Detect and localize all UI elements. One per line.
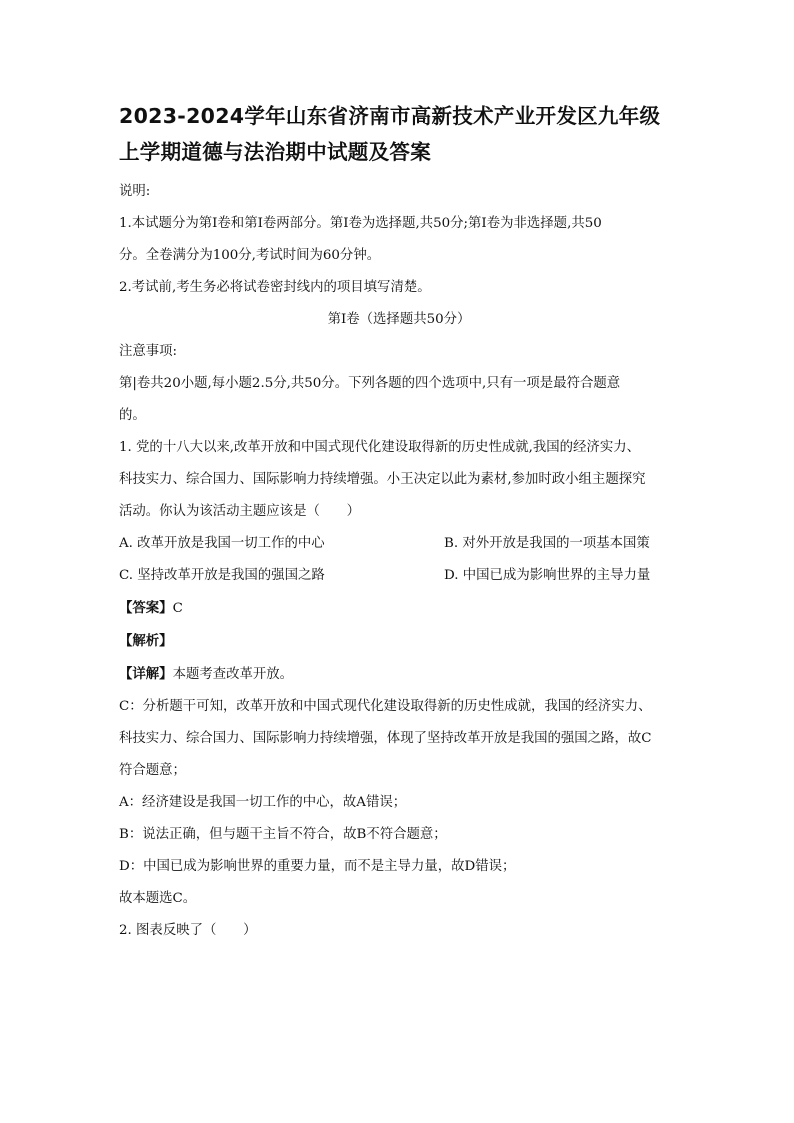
instruction-line-3: 2.考试前,考生务必将试卷密封线内的项目填写清楚。 (119, 280, 431, 295)
notice-heading: 注意事项: (119, 344, 178, 359)
intro-heading: 说明: (119, 184, 151, 199)
q1-explanation-line-7: 故本题选C。 (119, 891, 197, 906)
document-page (119, 98, 679, 947)
answer-value: C (172, 601, 183, 616)
detail-text: 本题考查改革开放。 (172, 667, 294, 682)
q1-detail (119, 658, 679, 691)
instruction-line-2: 分。全卷满分为100分,考试时间为60分钟。 (119, 248, 381, 263)
document-title: 2023-2024学年山东省济南市高新技术产业开发区九年级上学期道德与法治期中试题及答案 (119, 104, 661, 164)
section-heading: 第Ⅰ卷（选择题共50分） (327, 312, 471, 327)
q2-stem: 2. 图表反映了（ ） (119, 923, 257, 938)
q1-option-a: A. 改革开放是我国一切工作的中心 (119, 536, 325, 551)
instruction-line-1: 1.本试题分为第Ⅰ卷和第Ⅰ卷两部分。第Ⅰ卷为选择题,共50分;第Ⅰ卷为非选择题,共50 (119, 216, 602, 231)
q1-analysis (119, 625, 679, 658)
q1-explanation-line-1: C：分析题干可知，改革开放和中国式现代化建设取得新的历史性成就，我国的经济实力、 (119, 699, 652, 714)
q1-answer (119, 592, 679, 625)
q1-explanation-line-4: A：经济建设是我国一切工作的中心，故A错误； (119, 795, 407, 810)
q1-explanation-line-5: B：说法正确，但与题干主旨不符合，故B不符合题意； (119, 827, 447, 842)
q1-option-d: D. 中国已成为影响世界的主导力量 (444, 568, 651, 583)
q1-explanation-line-3: 符合题意； (119, 763, 186, 778)
q1-options-row-1 (119, 528, 679, 560)
q1-stem-line-2: 科技实力、综合国力、国际影响力持续增强。小王决定以此为素材,参加时政小组主题探究 (119, 472, 646, 487)
q1-explanation-line-2: 科技实力、综合国力、国际影响力持续增强，体现了坚持改革开放是我国的强国之路，故C (119, 731, 652, 746)
analysis-tag: 【解析】 (119, 633, 173, 649)
q1-options-row-2 (119, 560, 679, 592)
answer-tag: 【答案】 (119, 600, 173, 616)
notice-line-1: 第|卷共20小题,每小题2.5分,共50分。下列各题的四个选项中,只有一项是最符合题意 (119, 376, 621, 391)
q1-stem-line-1: 1. 党的十八大以来,改革开放和中国式现代化建设取得新的历史性成就,我国的经济实力、 (119, 440, 640, 455)
detail-tag: 【详解】 (119, 666, 173, 682)
notice-line-2: 的。 (119, 408, 146, 423)
q1-option-b: B. 对外开放是我国的一项基本国策 (444, 536, 650, 551)
q1-option-c: C. 坚持改革开放是我国的强国之路 (119, 568, 325, 583)
q1-explanation-line-6: D：中国已成为影响世界的重要力量，而不是主导力量，故D错误； (119, 859, 516, 874)
q1-stem-line-3: 活动。你认为该活动主题应该是（ ） (119, 504, 361, 519)
